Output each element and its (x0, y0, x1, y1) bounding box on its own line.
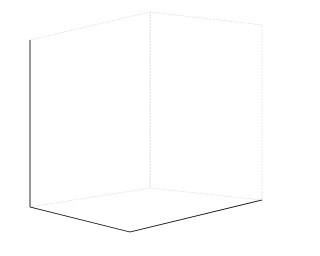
left-back-wall (30, 12, 150, 207)
right-back-wall (150, 12, 262, 200)
y-axis-line (130, 200, 262, 232)
x-axis-line (30, 207, 130, 232)
grid-walls (30, 12, 262, 207)
axes (30, 40, 262, 232)
